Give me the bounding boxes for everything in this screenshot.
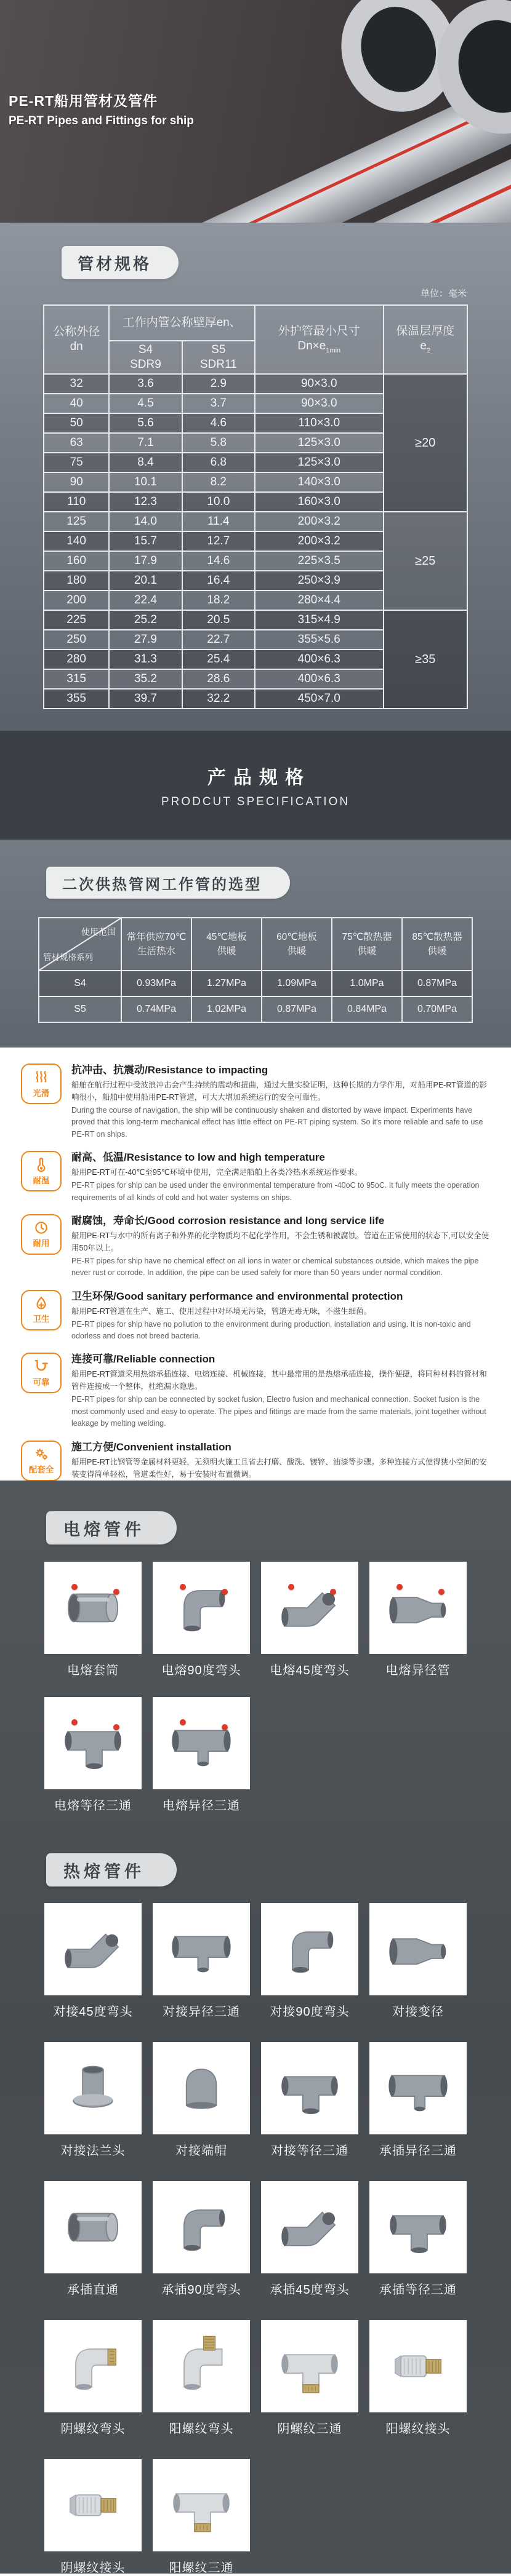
clock-icon <box>21 1214 62 1255</box>
threadelbowm-fitting-icon <box>167 2332 236 2401</box>
fitting-item <box>153 2459 250 2576</box>
fitting-label: 承插45度弯头 <box>270 2283 350 2297</box>
spec-cell: 125×3.0 <box>255 453 384 472</box>
fitting-card <box>369 2181 467 2273</box>
spec-cell: 280 <box>44 650 109 669</box>
fitting-label: 电熔套筒 <box>67 1664 119 1677</box>
spec-cell: 110×3.0 <box>255 413 384 433</box>
spec-table-body <box>44 374 467 709</box>
threadtee-fitting-icon <box>275 2332 344 2401</box>
fitting-item <box>153 1697 250 1814</box>
spec-cell: 355 <box>44 689 109 709</box>
fitting-item <box>153 2181 250 2298</box>
spec-row <box>44 610 467 630</box>
section-features <box>0 1047 511 1481</box>
electro-terminal <box>113 1589 119 1595</box>
fitting-item <box>44 1562 142 1679</box>
spec-cell: 110 <box>44 492 109 512</box>
tee-fitting-icon <box>384 2193 453 2262</box>
fitting-card <box>369 2042 467 2134</box>
fitting-card <box>153 2181 250 2273</box>
feature-text-en: PE-RT pipes for ship can be used under the environmental temperature from -40oC to 95oC. It fully meets the operation requirements of all kinds of cold and hot water systems on ships. <box>71 1181 480 1202</box>
fitting-card <box>369 2320 467 2412</box>
spec-cell: 200 <box>44 590 109 610</box>
cap-fitting-icon <box>167 2054 236 2123</box>
spec-cell: 40 <box>44 394 109 413</box>
electro-terminal <box>222 1589 228 1595</box>
spec-cell: 75 <box>44 453 109 472</box>
pressure-cell: 0.93MPa <box>121 971 191 996</box>
fitting-item <box>44 1697 142 1814</box>
spec-cell: 90×3.0 <box>255 374 384 394</box>
insulation-cell: ≥20 <box>384 374 467 512</box>
fitting-item <box>369 1903 467 2020</box>
socket-fittings-badge: 热熔管件 <box>46 1853 177 1886</box>
fitting-label: 对接法兰头 <box>60 2144 126 2158</box>
fitting-item <box>153 2320 250 2437</box>
spec-cell: 8.4 <box>109 453 182 472</box>
spec-cell: 400×6.3 <box>255 669 384 689</box>
feature-text-zh: 船用PE-RT与水中的所有离子和外界的化学物质均不起化学作用，不会生锈和被腐蚀。管道在正常使用的状态下,可以安全使用50年以上。 <box>71 1231 489 1252</box>
feature-body <box>71 1287 490 1343</box>
feature-text-en: PE-RT pipes for ship have no chemical effect on all ions in water or chemical substances outside, which makes the pipe never rust or corrode. In addition, the pipe can be used safely for more than 50 years under normal condition. <box>71 1256 479 1278</box>
feature-body <box>71 1212 490 1279</box>
series-cell: S5 <box>39 996 121 1022</box>
fitting-label: 承插等径三通 <box>379 2283 457 2297</box>
socket-grid <box>44 1903 467 2576</box>
pressure-cell: 0.87MPa <box>262 996 332 1022</box>
fitting-label: 电熔45度弯头 <box>270 1664 350 1677</box>
pressure-cell: 0.74MPa <box>121 996 191 1022</box>
fitting-label: 阴螺纹弯头 <box>60 2422 126 2436</box>
pressure-cell: 1.02MPa <box>191 996 262 1022</box>
feature-text-zh: 船舶在航行过程中受波浪冲击会产生持续的震动和扭曲，通过大量实验证明，这种长期的力学作用，对船用PE-RT管道的影响很小，船舶中使用船用PE-RT管道，可大大增加系统运行的安全可靠性。 <box>71 1081 487 1102</box>
feature-item <box>21 1148 490 1204</box>
spec-cell: 32 <box>44 374 109 394</box>
fitting-label: 承插异径三通 <box>379 2144 457 2158</box>
spec-cell: 50 <box>44 413 109 433</box>
fitting-label: 对接变径 <box>392 2005 444 2019</box>
spec-cell: 16.4 <box>182 571 255 590</box>
threadelbow-fitting-icon <box>58 2332 127 2401</box>
threadtee-fitting-icon <box>167 2471 236 2540</box>
electro-terminal <box>180 1584 186 1590</box>
spec-cell: 4.6 <box>182 413 255 433</box>
fitting-card <box>153 1903 250 1995</box>
fitting-label: 对接45度弯头 <box>53 2005 133 2019</box>
spec-cell: 6.8 <box>182 453 255 472</box>
fitting-item <box>369 2042 467 2159</box>
spec-cell: 90 <box>44 472 109 492</box>
hero-text <box>9 90 194 128</box>
waves-icon <box>21 1063 62 1104</box>
threadadapter-fitting-icon <box>58 2471 127 2540</box>
spec-cell: 355×5.6 <box>255 630 384 650</box>
hook-icon <box>21 1353 62 1393</box>
selection-badge: 二次供热管网工作管的选型 <box>46 867 290 899</box>
spec-cell: 27.9 <box>109 630 182 650</box>
spec-cell: 200×3.2 <box>255 512 384 531</box>
fitting-card <box>369 1562 467 1654</box>
fitting-label: 电熔异径三通 <box>163 1799 240 1813</box>
fitting-card <box>153 1697 250 1789</box>
spec-cell: 32.2 <box>182 689 255 709</box>
section-fittings <box>0 1481 511 2574</box>
feature-title: 卫生环保/Good sanitary performance and environmental protection <box>71 1290 403 1302</box>
spec-cell: 450×7.0 <box>255 689 384 709</box>
feature-title: 连接可靠/Reliable connection <box>71 1353 215 1366</box>
spec-cell: 20.5 <box>182 610 255 630</box>
electro-fittings-badge: 电熔管件 <box>46 1511 177 1544</box>
fitting-card <box>44 2320 142 2412</box>
fitting-card <box>261 2320 358 2412</box>
feature-text-zh: 船用PE-RT管道在生产、施工、使用过程中对环境无污染，管道无毒无味，不滋生细菌。 <box>71 1306 372 1316</box>
fitting-item <box>44 1903 142 2020</box>
fitting-label: 电熔异径管 <box>385 1664 451 1677</box>
col-s5: S5 SDR11 <box>182 341 255 374</box>
pipe-spec-badge: 管材规格 <box>62 246 179 279</box>
feature-text-en: During the course of navigation, the ship will be continuously shaken and distorted by wave impact. Experiments have proved that this long-term mechanical effect has little effect on PE-RT piping system. So it's more reliable and safe to use PE-RT on ships. <box>71 1106 483 1139</box>
flange-fitting-icon <box>58 2054 127 2123</box>
series-cell: S4 <box>39 971 121 996</box>
spec-cell: 10.1 <box>109 472 182 492</box>
fitting-label: 对接90度弯头 <box>270 2005 350 2019</box>
spec-cell: 22.4 <box>109 590 182 610</box>
electro-terminal <box>396 1584 403 1590</box>
feature-icon-caption: 可靠 <box>33 1377 50 1387</box>
selection-table <box>38 917 473 1023</box>
spec-cell: 250 <box>44 630 109 650</box>
feature-body <box>71 1148 490 1204</box>
spec-cell: 280×4.4 <box>255 590 384 610</box>
pressure-cell: 1.27MPa <box>191 971 262 996</box>
hero-title: PE-RT船用管材及管件 <box>9 93 158 109</box>
fitting-item <box>153 1562 250 1679</box>
spec-cell: 11.4 <box>182 512 255 531</box>
spec-cell: 18.2 <box>182 590 255 610</box>
hero-subtitle: PE-RT Pipes and Fittings for ship <box>9 114 194 127</box>
electro-terminal <box>113 1724 119 1730</box>
spec-cell: 90×3.0 <box>255 394 384 413</box>
feature-item <box>21 1212 490 1279</box>
pipe-spec-table <box>43 304 468 709</box>
fitting-label: 阴螺纹三通 <box>277 2422 342 2436</box>
feature-icon-caption: 耐用 <box>33 1239 50 1249</box>
fitting-item <box>153 1903 250 2020</box>
selection-col-header: 75℃散热器 供暖 <box>332 918 402 971</box>
fitting-card <box>369 1903 467 1995</box>
spec-cell: 22.7 <box>182 630 255 650</box>
feature-title: 抗冲击、抗震动/Resistance to impacting <box>71 1064 268 1076</box>
fitting-label: 阳螺纹弯头 <box>169 2422 234 2436</box>
spec-cell: 400×6.3 <box>255 650 384 669</box>
feature-title: 耐高、低温/Resistance to low and high temperature <box>71 1151 325 1164</box>
feature-body <box>71 1061 490 1140</box>
spec-cell: 25.4 <box>182 650 255 669</box>
fitting-item <box>44 2320 142 2437</box>
spec-cell: 180 <box>44 571 109 590</box>
section-selection <box>0 840 511 1047</box>
col-insulation: 保温层厚度 $e_2$ <box>384 305 467 374</box>
feature-text-en: PE-RT pipes for ship have no pollution to the environment during production, installation and using. It is non-toxic and odorless and does not breed bacteria. <box>71 1319 471 1340</box>
pressure-cell: 1.0MPa <box>332 971 402 996</box>
fitting-card <box>153 2042 250 2134</box>
col-dn: 公称外径 dn <box>44 305 109 374</box>
spec-cell: 12.3 <box>109 492 182 512</box>
fitting-label: 电熔90度弯头 <box>161 1664 241 1677</box>
spec-cell: 315 <box>44 669 109 689</box>
fitting-card <box>153 2459 250 2551</box>
spec-cell: 14.0 <box>109 512 182 531</box>
pressure-cell: 0.70MPa <box>402 996 472 1022</box>
feature-icon-caption: 卫生 <box>33 1314 50 1324</box>
fitting-item <box>44 2459 142 2576</box>
spec-cell: 8.2 <box>182 472 255 492</box>
fitting-card <box>261 1903 358 1995</box>
fitting-item <box>261 2320 358 2437</box>
fitting-label: 电熔等径三通 <box>54 1799 132 1813</box>
spec-cell: 10.0 <box>182 492 255 512</box>
fitting-label: 承插90度弯头 <box>161 2283 241 2297</box>
spec-cell: 2.9 <box>182 374 255 394</box>
teered-fitting-icon <box>167 1709 236 1778</box>
col-s4: S4 SDR9 <box>109 341 182 374</box>
fitting-item <box>369 1562 467 1679</box>
fitting-item <box>44 2181 142 2298</box>
fitting-item <box>153 2042 250 2159</box>
elbow45-fitting-icon <box>275 1573 344 1642</box>
unit-label: 单位：毫米 <box>420 288 467 299</box>
electro-grid <box>44 1562 467 1814</box>
elbow45-fitting-icon <box>275 2193 344 2262</box>
fitting-item <box>261 2042 358 2159</box>
electro-terminal <box>222 1724 228 1730</box>
spec-cell: 63 <box>44 433 109 453</box>
spec-cell: 140 <box>44 531 109 551</box>
spec-cell: 14.6 <box>182 551 255 571</box>
spec-cell: 31.3 <box>109 650 182 669</box>
fitting-card <box>153 1562 250 1654</box>
features-list <box>21 1061 490 1517</box>
fitting-item <box>369 2181 467 2298</box>
spec-row <box>44 512 467 531</box>
product-spec-title-en: PRODCUT SPECIFICATION <box>161 795 350 808</box>
pressure-cell: 1.09MPa <box>262 971 332 996</box>
fitting-label: 对接端帽 <box>175 2144 227 2158</box>
electro-terminal <box>180 1719 186 1725</box>
selection-row <box>39 996 472 1022</box>
selection-header-row <box>39 918 472 971</box>
insulation-cell: ≥25 <box>384 512 467 610</box>
fitting-card <box>44 1562 142 1654</box>
selection-col-header: 60℃地板 供暖 <box>262 918 332 971</box>
spec-cell: 125×3.0 <box>255 433 384 453</box>
feature-icon-caption: 配套全 <box>28 1465 54 1474</box>
col-wall: 工作内管公称壁厚en、 <box>109 305 255 341</box>
feature-text-zh: 船用PE-RT管道采用热熔承插连接、电熔连接、机械连接，其中最常用的是热熔承插连接，操作便捷，将同种材料的管材和管件连接成一个整体，杜绝漏水隐患。 <box>71 1370 487 1391</box>
spec-cell: 200×3.2 <box>255 531 384 551</box>
fitting-card <box>44 1697 142 1789</box>
selection-col-header: 45℃地板 供暖 <box>191 918 262 971</box>
spec-cell: 7.1 <box>109 433 182 453</box>
spec-cell: 4.5 <box>109 394 182 413</box>
reducer-fitting-icon <box>384 1573 453 1642</box>
fitting-label: 对接异径三通 <box>163 2005 240 2019</box>
pressure-cell: 0.87MPa <box>402 971 472 996</box>
elbow90-fitting-icon <box>275 1915 344 1984</box>
electro-terminal <box>288 1584 294 1590</box>
spec-cell: 160×3.0 <box>255 492 384 512</box>
fitting-card <box>261 2042 358 2134</box>
fitting-card <box>261 2181 358 2273</box>
tee-fitting-icon <box>58 1709 127 1778</box>
thermometer-icon <box>21 1151 62 1191</box>
fitting-item <box>261 1903 358 2020</box>
spec-cell: 3.6 <box>109 374 182 394</box>
corner-top-label: 使用范围 <box>81 927 116 937</box>
elbow90-fitting-icon <box>167 2193 236 2262</box>
elbow45-fitting-icon <box>58 1915 127 1984</box>
fitting-card <box>44 2181 142 2273</box>
droplet-icon <box>21 1290 62 1330</box>
fitting-card <box>261 1562 358 1654</box>
spec-cell: 28.6 <box>182 669 255 689</box>
feature-item <box>21 1061 490 1140</box>
spec-cell: 125 <box>44 512 109 531</box>
spec-cell: 25.2 <box>109 610 182 630</box>
fitting-label: 对接等径三通 <box>271 2144 348 2158</box>
tee-fitting-icon <box>275 2054 344 2123</box>
spec-cell: 39.7 <box>109 689 182 709</box>
elbow90-fitting-icon <box>167 1573 236 1642</box>
hero-banner <box>0 0 511 223</box>
spec-cell: 225×3.5 <box>255 551 384 571</box>
spec-cell: 35.2 <box>109 669 182 689</box>
fitting-label: 阳螺纹三通 <box>169 2561 234 2575</box>
section-product-spec <box>0 731 511 840</box>
spec-cell: 5.8 <box>182 433 255 453</box>
feature-item <box>21 1287 490 1343</box>
selection-table-body <box>39 971 472 1022</box>
feature-item <box>21 1350 490 1429</box>
feature-title: 施工方便/Convenient installation <box>71 1441 231 1453</box>
electro-terminal <box>71 1584 78 1590</box>
feature-text-en: PE-RT pipes for ship can be connected by socket fusion, Electro fusion and mechanical connection. Socket fusion is the most commonly used and easy to operate. The pipes and fittings are made from the same materials, joint together without leakage by melting welding. <box>71 1395 486 1428</box>
spec-cell: 160 <box>44 551 109 571</box>
spec-cell: 3.7 <box>182 394 255 413</box>
electro-terminal <box>71 1719 78 1725</box>
spec-cell: 20.1 <box>109 571 182 590</box>
section-pipe-spec <box>0 223 511 731</box>
fitting-item <box>261 2181 358 2298</box>
fitting-card <box>153 2320 250 2412</box>
spec-cell: 5.6 <box>109 413 182 433</box>
fitting-card <box>44 1903 142 1995</box>
feature-title: 耐腐蚀，寿命长/Good corrosion resistance and long service life <box>71 1214 385 1226</box>
threadadapter-fitting-icon <box>384 2332 453 2401</box>
pressure-cell: 0.84MPa <box>332 996 402 1022</box>
corner-bottom-label: 管材规格系列 <box>43 952 93 962</box>
spec-cell: 12.7 <box>182 531 255 551</box>
product-spec-title-cn: 产品规格 <box>207 767 311 788</box>
selection-col-header: 常年供应70℃ 生活热水 <box>121 918 191 971</box>
selection-row <box>39 971 472 996</box>
teered-fitting-icon <box>384 2054 453 2123</box>
spec-cell: 15.7 <box>109 531 182 551</box>
feature-body <box>71 1350 490 1429</box>
feature-text-zh: 船用PE-RT可在-40℃至95℃环境中使用，完全满足船舶上各类冷热水系统运作要求。 <box>71 1168 363 1177</box>
pipe-spec-table-head <box>44 305 467 374</box>
fitting-card <box>44 2042 142 2134</box>
fitting-card <box>44 2459 142 2551</box>
corner-header-cell <box>39 918 121 971</box>
feature-text-zh: 船用PE-RT比钢管等金属材料更轻，无须明火施工且省去打磨、酸洗、镀锌、油漆等步骤。多种连接方式使得狭小空间的安装变得简单轻松，管道柔性好，易于安装时布置微调。 <box>71 1457 487 1479</box>
teered-fitting-icon <box>167 1915 236 1984</box>
sleeve-fitting-icon <box>58 1573 127 1642</box>
electro-terminal <box>330 1589 336 1595</box>
fitting-item <box>44 2042 142 2159</box>
spec-cell: 140×3.0 <box>255 472 384 492</box>
fitting-label: 阴螺纹接头 <box>60 2561 126 2575</box>
spec-cell: 250×3.9 <box>255 571 384 590</box>
sleeve-fitting-icon <box>58 2193 127 2262</box>
fitting-item <box>369 2320 467 2437</box>
reducer-fitting-icon <box>384 1915 453 1984</box>
spec-cell: 225 <box>44 610 109 630</box>
feature-icon-caption: 耐温 <box>33 1175 50 1185</box>
selection-col-header: 85℃散热器 供暖 <box>402 918 472 971</box>
electro-terminal <box>438 1589 445 1595</box>
gears-icon <box>21 1441 62 1481</box>
insulation-cell: ≥35 <box>384 610 467 709</box>
fitting-label: 阳螺纹接头 <box>385 2422 451 2436</box>
spec-cell: 17.9 <box>109 551 182 571</box>
feature-icon-caption: 光滑 <box>33 1088 50 1098</box>
fitting-item <box>261 1562 358 1679</box>
spec-row <box>44 374 467 394</box>
col-outer: 外护管最小尺寸 $Dn\times e_{1min}$ <box>255 305 384 374</box>
fitting-label: 承插直通 <box>67 2283 119 2297</box>
spec-cell: 315×4.9 <box>255 610 384 630</box>
